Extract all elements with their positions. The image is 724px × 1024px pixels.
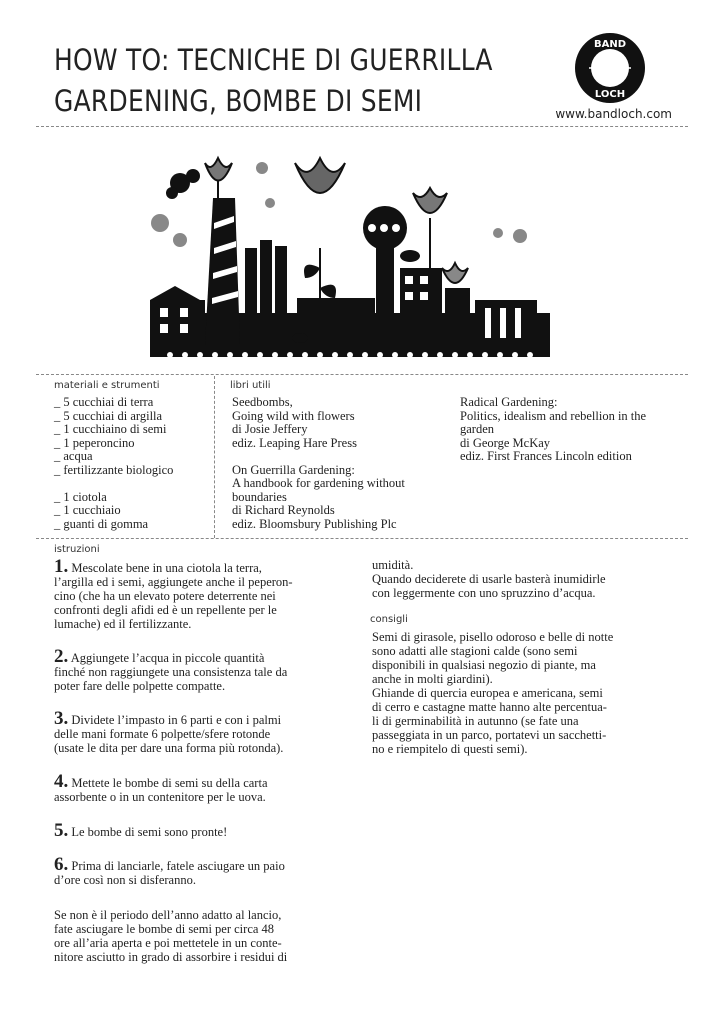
step-text: Dividete l’impasto in 6 parti e con i palmi (71, 713, 282, 727)
divider (36, 126, 688, 127)
books-column-1 (232, 396, 405, 531)
instruction-step-6 (54, 854, 354, 887)
column-divider (214, 376, 215, 538)
step-text: con leggermente con uno spruzzino d’acqua. (372, 586, 596, 600)
step-text: poter fare delle polpette compatte. (54, 679, 226, 693)
instruction-step-4 (54, 771, 354, 804)
book-line: ediz. First Frances Lincoln edition (460, 449, 632, 463)
instruction-note (54, 908, 354, 964)
step-text: nitore asciutto in grado di assorbire i residui di (54, 950, 288, 964)
book-line: On Guerrilla Gardening: (232, 462, 355, 477)
tip-line: sono adatti alle stagioni calde (sono semi (372, 644, 578, 658)
tip-line: Ghiande di quercia europea e americana, semi (372, 686, 603, 700)
tip-line: Semi di girasole, pisello odoroso e belle di notte (372, 630, 614, 644)
step-text: fate asciugare le bombe di semi per circa 48 (54, 922, 275, 936)
bandloch-logo (574, 32, 646, 104)
list-item: _ 5 cucchiai di argilla (54, 408, 163, 423)
tip-line: di cerro e castagne matte hanno alte percentua- (372, 700, 607, 714)
book-line: Going wild with flowers (232, 408, 355, 423)
logo-text-bottom: LOCH (594, 89, 626, 100)
instructions-continued (372, 558, 606, 600)
step-number: 6. (54, 854, 69, 875)
list-item: _ guanti di gomma (54, 516, 149, 531)
tip-line: disponibili in qualsiasi negozio di piante, ma (372, 658, 596, 672)
step-text: finché non raggiungete una consistenza tale da (54, 665, 288, 679)
list-item: _ 5 cucchiai di terra (54, 395, 154, 409)
step-text: confronti degli afidi ed è un repellente per le (54, 603, 277, 617)
garden-city-illustration (0, 128, 724, 373)
step-text: d’ore così non si disferanno. (54, 873, 196, 887)
step-text: Mescolate bene in una ciotola la terra, (71, 561, 262, 575)
list-item: _ 1 ciotola (54, 489, 107, 504)
book-line: ediz. Bloomsbury Publishing Plc (232, 516, 397, 531)
page-title (54, 40, 534, 122)
tip-line: passeggiata in un parco, portatevi un sacchetti- (372, 728, 607, 742)
step-text: Quando deciderete di usarle basterà inumidirle (372, 572, 606, 586)
website-link[interactable]: www.bandloch.com (555, 107, 672, 121)
instruction-step-1 (54, 556, 354, 631)
divider (36, 538, 688, 539)
instruction-step-3 (54, 708, 354, 755)
list-item: _ 1 cucchiaio (54, 503, 121, 517)
title-line-2: GARDENING, BOMBE DI SEMI (54, 84, 423, 118)
step-text: lumache) ed il fertilizzante. (54, 617, 192, 631)
book-line: Seedbombs, (232, 395, 293, 409)
step-number: 3. (54, 708, 69, 729)
book-line: di Richard Reynolds (232, 503, 335, 517)
step-number: 2. (54, 646, 69, 667)
tip-line: li di germinabilità in autunno (se fate una (372, 714, 579, 728)
book-line: A handbook for gardening without (232, 476, 405, 490)
book-line: di Josie Jeffery (232, 422, 308, 436)
step-text: cino (che ha un elevato potere deterrente nei (54, 589, 276, 603)
materials-list (54, 396, 173, 531)
materials-label: materiali e strumenti (54, 380, 160, 391)
books-label: libri utili (230, 380, 271, 391)
step-number: 4. (54, 771, 69, 792)
step-text: umidità. (372, 558, 414, 572)
step-number: 5. (54, 820, 69, 841)
book-line: di George McKay (460, 435, 551, 450)
tips-label: consigli (370, 614, 408, 625)
step-text: Mettete le bombe di semi su della carta (71, 776, 268, 790)
book-line: garden (460, 422, 495, 436)
step-text: delle mani formate 6 polpette/sfere rotonde (54, 727, 271, 741)
list-item: _ fertilizzante biologico (54, 462, 174, 477)
step-text: Aggiungete l’acqua in piccole quantità (70, 651, 265, 665)
instruction-step-5 (54, 820, 354, 841)
step-text: Se non è il periodo dell’anno adatto al lancio, (54, 908, 282, 922)
instructions-label: istruzioni (54, 544, 100, 555)
books-column-2 (460, 396, 646, 464)
tip-line: anche in molti giardini). (372, 672, 493, 686)
tip-line: no e riempitelo di questi semi). (372, 742, 528, 756)
book-line: ediz. Leaping Hare Press (232, 435, 357, 450)
book-line: Politics, idealism and rebellion in the (460, 408, 647, 423)
step-text: assorbente o in un contenitore per le uova. (54, 790, 266, 804)
step-text: (usate le dita per dare una forma più rotonda). (54, 741, 284, 755)
list-item: _ 1 peperoncino (54, 435, 135, 450)
step-text: ore all’aria aperta e poi mettetele in un conte- (54, 936, 282, 950)
step-number: 1. (54, 556, 69, 577)
instruction-step-2 (54, 646, 354, 693)
book-line (232, 450, 405, 464)
step-text: Le bombe di semi sono pronte! (71, 825, 228, 839)
logo-text-top: BAND (593, 39, 627, 50)
step-text: l’argilla ed i semi, aggiungete anche il peperon- (54, 575, 293, 589)
tips-text (372, 630, 613, 756)
book-line: Radical Gardening: (460, 395, 558, 409)
list-item (54, 477, 173, 491)
list-item: _ acqua (54, 449, 93, 463)
book-line: boundaries (232, 489, 287, 504)
list-item: _ 1 cucchiaino di semi (54, 422, 167, 436)
step-text: Prima di lanciarle, fatele asciugare un paio (71, 859, 285, 873)
divider (36, 374, 688, 375)
title-line-1: HOW TO: TECNICHE DI GUERRILLA (54, 43, 493, 77)
